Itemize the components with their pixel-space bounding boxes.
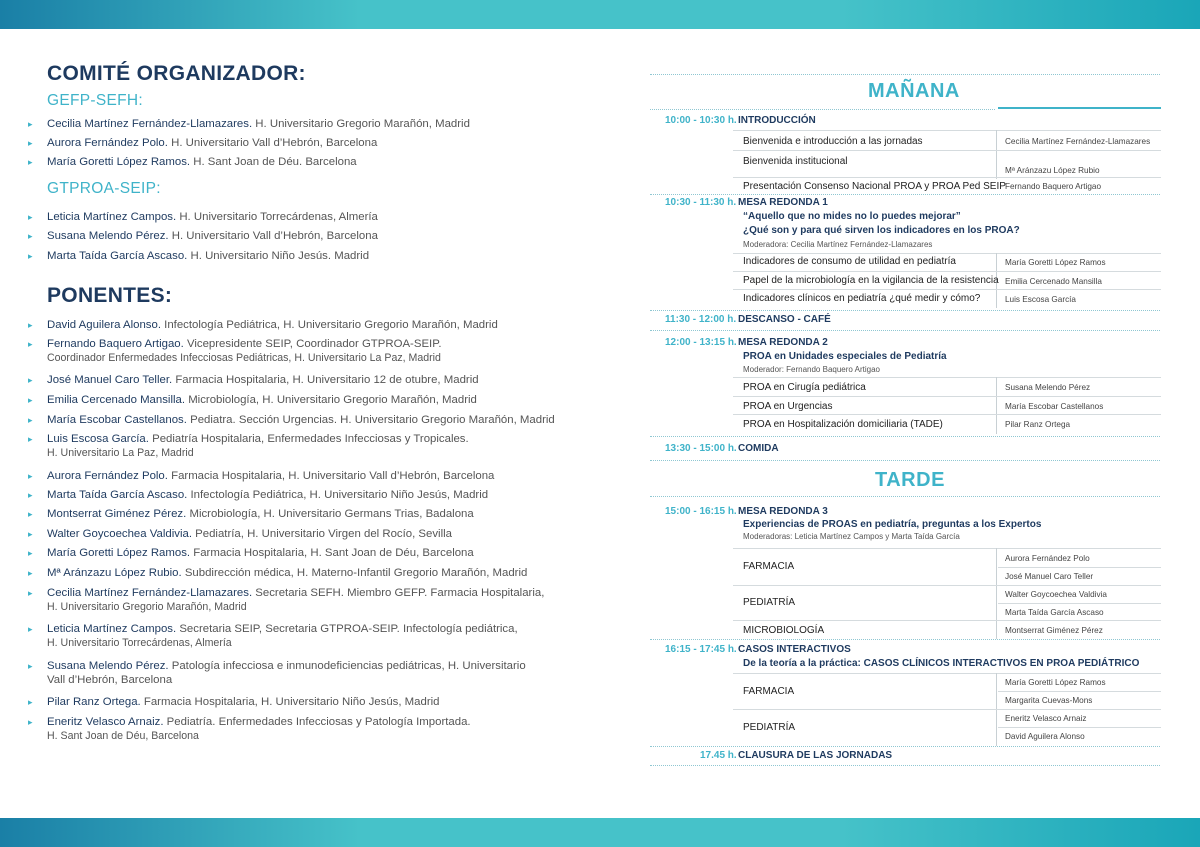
committee-member: ▸ Cecilia Martínez Fernández-Llamazares. H. Universitario Gregorio Marañón, Madrid: [28, 118, 470, 130]
session-title: CASOS INTERACTIVOS: [738, 644, 851, 655]
session-subtitle: “Aquello que no mides no lo puedes mejorar”: [743, 211, 961, 222]
speaker-entry: ▸ Luis Escosa García. Pediatría Hospitalaria, Enfermedades Infecciosas y Tropicales. H. Universitario La Paz, Madrid: [28, 433, 469, 459]
speaker-entry: ▸ Mª Aránzazu López Rubio. Subdirección médica, H. Materno-Infantil Gregorio Marañón, Madrid: [28, 567, 528, 579]
committee-title: COMITÉ ORGANIZADOR:: [47, 62, 306, 85]
column-separator: [996, 130, 997, 179]
session-title: MESA REDONDA 3: [738, 506, 828, 517]
divider: [650, 639, 1160, 640]
row-separator: [733, 414, 1161, 415]
session-title: INTRODUCCIÓN: [738, 115, 816, 126]
session-moderator: Moderadoras: Leticia Martínez Campos y Marta Taída García: [743, 532, 960, 541]
row-separator: [733, 150, 1161, 151]
speaker-entry: ▸ Eneritz Velasco Arnaiz. Pediatría. Enfermedades Infecciosas y Patología Importada. H. Sant Joan de Déu, Barcelona: [28, 716, 471, 742]
row-separator: [733, 177, 1161, 178]
session-moderator: Moderadora: Cecilia Martínez Fernández-Llamazares: [743, 240, 933, 249]
committee-member: ▸ Leticia Martínez Campos. H. Universitario Torrecárdenas, Almería: [28, 211, 378, 223]
row-separator: [733, 253, 1161, 254]
session-title: MESA REDONDA 2: [738, 337, 828, 348]
program-speaker: Montserrat Giménez Pérez: [1005, 626, 1103, 635]
session-title: CLAUSURA DE LAS JORNADAS: [738, 750, 893, 761]
session-title: MESA REDONDA 1: [738, 197, 828, 208]
program-speaker: Mª Aránzazu López Rubio: [1005, 166, 1100, 175]
session-time: 17.45 h.: [700, 750, 737, 761]
speaker-entry: ▸ Walter Goycoechea Valdivia. Pediatría, H. Universitario Virgen del Rocío, Sevilla: [28, 528, 452, 540]
session-time: 10:00 - 10:30 h.: [665, 115, 737, 126]
session-subtitle: PROA en Unidades especiales de Pediatría: [743, 351, 947, 362]
group-title-gefp: GEFP-SEFH:: [47, 92, 144, 109]
row-separator: [998, 691, 1161, 692]
program-speaker: David Aguilera Alonso: [1005, 732, 1085, 741]
accent-line: [998, 107, 1161, 109]
session-time: 10:30 - 11:30 h.: [665, 197, 737, 208]
speaker-entry: ▸ Fernando Baquero Artigao. Vicepresidente SEIP, Coordinador GTPROA-SEIP. Coordinador Enfermedades Infecciosas Pediátricas, H. Universitario La Paz, Madrid: [28, 338, 442, 364]
program-item: Bienvenida e introducción a las jornadas: [743, 136, 923, 147]
program-item: PROA en Urgencias: [743, 401, 833, 412]
row-separator: [998, 603, 1161, 604]
program-speaker: Walter Goycoechea Valdivia: [1005, 590, 1107, 599]
speaker-entry: ▸ María Goretti López Ramos. Farmacia Hospitalaria, H. Sant Joan de Déu, Barcelona: [28, 547, 474, 559]
program-speaker: Emilia Cercenado Mansilla: [1005, 277, 1102, 286]
morning-title: MAÑANA: [868, 80, 960, 102]
divider: [650, 496, 1160, 497]
session-subtitle: De la teoría a la práctica: CASOS CLÍNICOS INTERACTIVOS EN PROA PEDIÁTRICO: [743, 658, 1140, 669]
group-label: PEDIATRÍA: [743, 597, 796, 608]
program-speaker: Aurora Fernández Polo: [1005, 554, 1090, 563]
divider: [650, 746, 1160, 747]
speakers-title: PONENTES:: [47, 284, 173, 307]
speaker-entry: ▸ María Escobar Castellanos. Pediatra. Sección Urgencias. H. Universitario Gregorio Marañón, Madrid: [28, 414, 555, 426]
program-speaker: Cecilia Martínez Fernández-Llamazares: [1005, 137, 1151, 146]
program-item: PROA en Hospitalización domiciliaria (TADE): [743, 419, 943, 430]
program-speaker: José Manuel Caro Teller: [1005, 572, 1094, 581]
row-separator: [998, 727, 1161, 728]
committee-member: ▸ María Goretti López Ramos. H. Sant Joan de Déu. Barcelona: [28, 156, 357, 168]
row-separator: [733, 673, 1161, 674]
row-separator: [733, 548, 1161, 549]
divider: [650, 194, 1160, 195]
row-separator: [733, 289, 1161, 290]
session-moderator: Moderador: Fernando Baquero Artigao: [743, 365, 880, 374]
program-item: Indicadores de consumo de utilidad en pediatría: [743, 256, 956, 267]
program-speaker: María Escobar Castellanos: [1005, 402, 1104, 411]
program-item: PROA en Cirugía pediátrica: [743, 382, 866, 393]
program-item: Presentación Consenso Nacional PROA y PROA Ped SEIP: [743, 181, 1006, 192]
program-speaker: María Goretti López Ramos: [1005, 258, 1106, 267]
committee-member: ▸ Susana Melendo Pérez. H. Universitario Vall d’Hebrón, Barcelona: [28, 230, 378, 242]
speaker-entry: ▸ Leticia Martínez Campos. Secretaria SEIP, Secretaria GTPROA-SEIP. Infectología pediátrica, H. Universitario Torrecárdenas, Almería: [28, 623, 518, 649]
session-title: COMIDA: [738, 443, 779, 454]
program-item: Bienvenida institucional: [743, 156, 848, 167]
speaker-entry: ▸ Cecilia Martínez Fernández-Llamazares. Secretaria SEFH. Miembro GEFP. Farmacia Hospitalaria, H. Universitario Gregorio Marañón, Madrid: [28, 587, 545, 613]
column-separator: [996, 377, 997, 434]
divider: [650, 74, 1160, 75]
speaker-entry: ▸ Aurora Fernández Polo. Farmacia Hospitalaria, H. Universitario Vall d’Hebrón, Barcelona: [28, 470, 495, 482]
row-separator: [733, 709, 1161, 710]
divider: [650, 109, 995, 110]
row-separator: [733, 377, 1161, 378]
speaker-entry: ▸ Montserrat Giménez Pérez. Microbiología, H. Universitario Germans Trias, Badalona: [28, 508, 474, 520]
divider: [650, 310, 1160, 311]
program-item: Papel de la microbiología en la vigilancia de la resistencia: [743, 275, 999, 286]
session-subtitle: Experiencias de PROAS en pediatría, preguntas a los Expertos: [743, 519, 1042, 530]
group-label: FARMACIA: [743, 561, 795, 572]
divider: [650, 765, 1160, 766]
program-speaker: Eneritz Velasco Arnaiz: [1005, 714, 1087, 723]
row-separator: [998, 567, 1161, 568]
program-speaker: Susana Melendo Pérez: [1005, 383, 1091, 392]
row-separator: [733, 396, 1161, 397]
speaker-entry: ▸ Emilia Cercenado Mansilla. Microbiología, H. Universitario Gregorio Marañón, Madrid: [28, 394, 477, 406]
group-label: PEDIATRÍA: [743, 722, 796, 733]
divider: [650, 436, 1160, 437]
speaker-entry: ▸ Pilar Ranz Ortega. Farmacia Hospitalaria, H. Universitario Niño Jesús, Madrid: [28, 696, 440, 708]
session-time: 15:00 - 16:15 h.: [665, 506, 737, 517]
session-subtitle: ¿Qué son y para qué sirven los indicadores en los PROA?: [743, 225, 1020, 236]
program-speaker: Margarita Cuevas-Mons: [1005, 696, 1093, 705]
group-label: FARMACIA: [743, 686, 795, 697]
row-separator: [733, 620, 1161, 621]
session-time: 11:30 - 12:00 h.: [665, 314, 737, 325]
program-item: Indicadores clínicos en pediatría ¿qué medir y cómo?: [743, 293, 981, 304]
session-time: 16:15 - 17:45 h.: [665, 644, 737, 655]
speaker-entry: ▸ José Manuel Caro Teller. Farmacia Hospitalaria, H. Universitario 12 de otubre, Madrid: [28, 374, 479, 386]
row-separator: [733, 130, 1161, 131]
program-speaker: Luis Escosa García: [1005, 295, 1076, 304]
committee-member: ▸ Aurora Fernández Polo. H. Universitario Vall d’Hebrón, Barcelona: [28, 137, 378, 149]
session-title: DESCANSO - CAFÉ: [738, 314, 831, 325]
program-speaker: Fernando Baquero Artigao: [1005, 182, 1102, 191]
program-speaker: María Goretti López Ramos: [1005, 678, 1106, 687]
program-speaker: Pilar Ranz Ortega: [1005, 420, 1071, 429]
divider: [650, 330, 1160, 331]
speaker-entry: ▸ David Aguilera Alonso. Infectología Pediátrica, H. Universitario Gregorio Marañón, Madrid: [28, 319, 498, 331]
session-time: 13:30 - 15:00 h.: [665, 443, 737, 454]
afternoon-title: TARDE: [875, 469, 945, 491]
session-time: 12:00 - 13:15 h.: [665, 337, 737, 348]
row-separator: [733, 585, 1161, 586]
group-title-gtproa: GTPROA-SEIP:: [47, 180, 161, 197]
program-speaker: Marta Taída García Ascaso: [1005, 608, 1104, 617]
row-separator: [733, 271, 1161, 272]
bottom-decorative-band: [0, 818, 1200, 847]
speaker-entry: ▸ Susana Melendo Pérez. Patología infecciosa e inmunodeficiencias pediátricas, H. Universitario Vall d’Hebrón, Barcelona: [28, 660, 526, 686]
committee-member: ▸ Marta Taída García Ascaso. H. Universitario Niño Jesús. Madrid: [28, 250, 370, 262]
group-label: MICROBIOLOGÍA: [743, 625, 825, 636]
divider: [650, 460, 1160, 461]
speaker-entry: ▸ Marta Taída García Ascaso. Infectología Pediátrica, H. Universitario Niño Jesús, Madrid: [28, 489, 489, 501]
column-separator: [996, 548, 997, 639]
